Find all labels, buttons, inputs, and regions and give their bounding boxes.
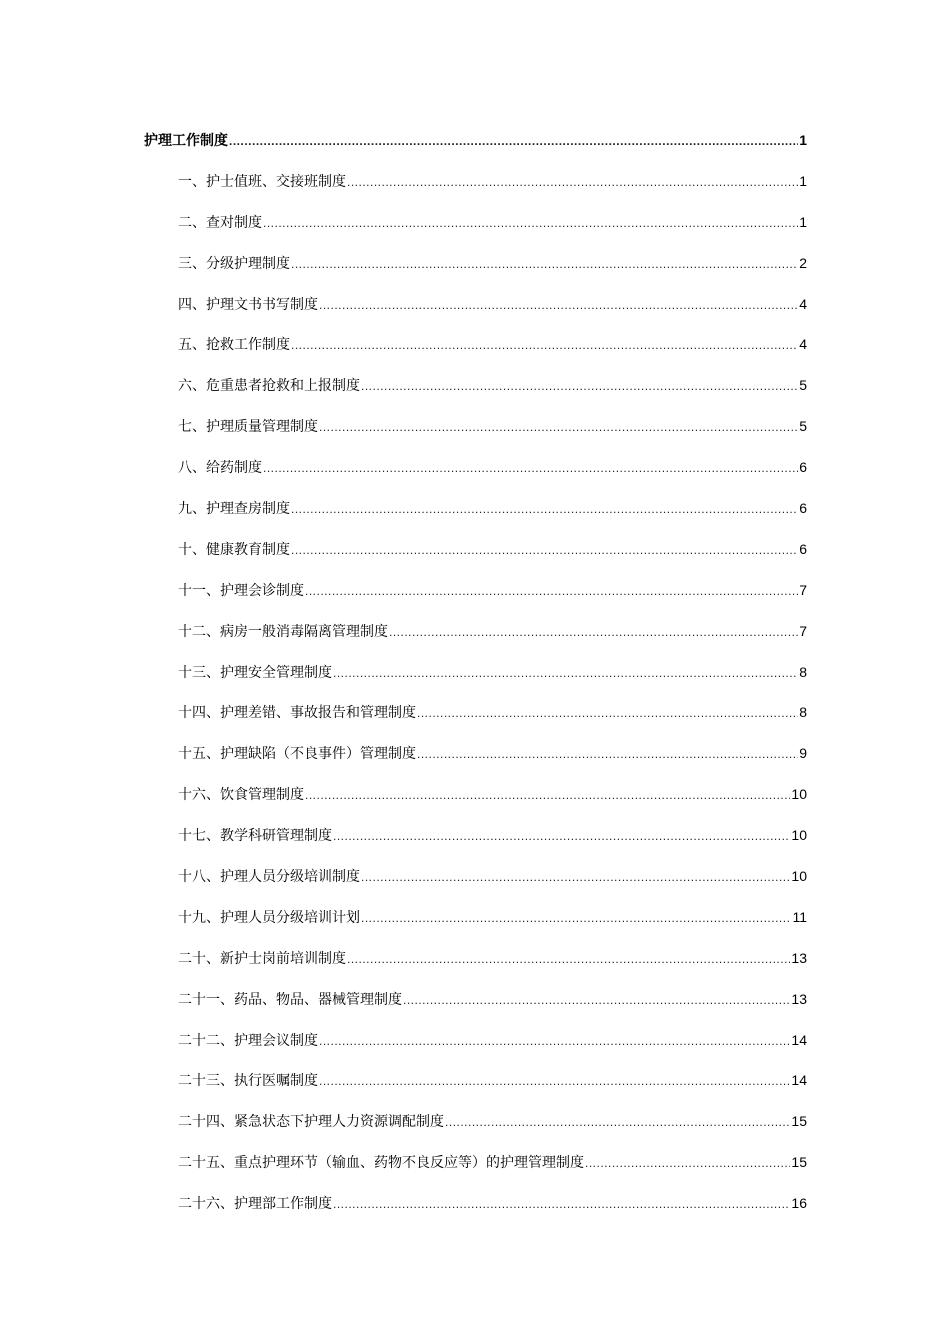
toc-entry-page: 11 xyxy=(792,908,807,925)
toc-dot-leader xyxy=(291,338,798,352)
toc-entry-page: 6 xyxy=(799,459,807,476)
toc-entry[interactable] xyxy=(144,328,807,369)
toc-entry-page: 10 xyxy=(791,786,807,803)
toc-entry-title: 三、分级护理制度 xyxy=(178,255,290,272)
toc-entry-page: 8 xyxy=(799,663,807,680)
toc-entry-title: 九、护理查房制度 xyxy=(178,501,290,518)
toc-dot-leader xyxy=(445,1115,790,1129)
toc-entry-title: 二十六、护理部工作制度 xyxy=(178,1196,332,1213)
toc-entry-page: 16 xyxy=(791,1195,807,1212)
toc-entry-page: 14 xyxy=(791,1031,807,1048)
toc-entry-title: 二十四、紧急状态下护理人力资源调配制度 xyxy=(178,1114,444,1131)
toc-dot-leader xyxy=(389,625,798,639)
toc-entry[interactable] xyxy=(144,206,807,247)
toc-entry[interactable] xyxy=(144,860,807,901)
toc-dot-leader xyxy=(333,666,798,680)
toc-entry[interactable] xyxy=(144,615,807,656)
toc-entry[interactable] xyxy=(144,942,807,983)
toc-entry-title: 十三、护理安全管理制度 xyxy=(178,664,332,681)
toc-entry-page: 4 xyxy=(799,336,807,353)
toc-entry-page: 6 xyxy=(799,500,807,517)
toc-entry-title: 七、护理质量管理制度 xyxy=(178,419,318,436)
toc-entry-page: 6 xyxy=(799,540,807,557)
toc-entry-page: 5 xyxy=(799,377,807,394)
toc-entry[interactable] xyxy=(144,656,807,697)
toc-entry[interactable] xyxy=(144,737,807,778)
toc-dot-leader xyxy=(305,788,790,802)
toc-dot-leader xyxy=(319,420,798,434)
toc-entry[interactable] xyxy=(144,492,807,533)
toc-entry-page: 7 xyxy=(799,622,807,639)
toc-entry-page: 9 xyxy=(799,745,807,762)
toc-dot-leader xyxy=(347,952,790,966)
toc-entry-title: 十四、护理差错、事故报告和管理制度 xyxy=(178,705,416,722)
toc-entry[interactable] xyxy=(144,451,807,492)
toc-dot-leader xyxy=(403,993,790,1007)
toc-entry[interactable] xyxy=(144,778,807,819)
toc-entry-title: 二十五、重点护理环节（输血、药物不良反应等）的护理管理制度 xyxy=(178,1155,584,1172)
toc-entry-page: 5 xyxy=(799,418,807,435)
toc-dot-leader xyxy=(417,706,798,720)
toc-entry[interactable] xyxy=(144,369,807,410)
toc-entry-page: 4 xyxy=(799,295,807,312)
toc-entry-title: 十七、教学科研管理制度 xyxy=(178,828,332,845)
toc-entry-page: 10 xyxy=(791,827,807,844)
toc-dot-leader xyxy=(263,461,798,475)
toc-entry[interactable] xyxy=(144,1146,807,1187)
toc-dot-leader xyxy=(585,1156,790,1170)
toc-dot-leader xyxy=(291,257,798,271)
table-of-contents xyxy=(144,124,807,1228)
toc-entry-page: 15 xyxy=(791,1154,807,1171)
toc-entry-title: 十六、饮食管理制度 xyxy=(178,787,304,804)
toc-entry-title: 四、护理文书书写制度 xyxy=(178,296,318,313)
toc-dot-leader xyxy=(291,543,798,557)
toc-entry-title: 六、危重患者抢救和上报制度 xyxy=(178,378,360,395)
toc-entry-title: 十一、护理会诊制度 xyxy=(178,582,304,599)
toc-dot-leader xyxy=(417,747,798,761)
toc-entry-title: 二十、新护士岗前培训制度 xyxy=(178,950,346,967)
toc-dot-leader xyxy=(305,584,798,598)
toc-heading-entry[interactable] xyxy=(144,124,807,165)
toc-entry[interactable] xyxy=(144,1105,807,1146)
toc-entry[interactable] xyxy=(144,247,807,288)
toc-dot-leader xyxy=(361,379,798,393)
toc-entry[interactable] xyxy=(144,410,807,451)
toc-dot-leader xyxy=(361,911,791,925)
toc-entry[interactable] xyxy=(144,165,807,206)
toc-entry-title: 五、抢救工作制度 xyxy=(178,337,290,354)
toc-dot-leader xyxy=(229,134,798,148)
toc-entry-page: 10 xyxy=(791,868,807,885)
toc-entry[interactable] xyxy=(144,288,807,329)
toc-entry-title: 十九、护理人员分级培训计划 xyxy=(178,909,360,926)
toc-entry-title: 十八、护理人员分级培训制度 xyxy=(178,869,360,886)
toc-entry-title: 二十三、执行医嘱制度 xyxy=(178,1073,318,1090)
toc-entry-title: 十、健康教育制度 xyxy=(178,541,290,558)
toc-entry-title: 十五、护理缺陷（不良事件）管理制度 xyxy=(178,746,416,763)
toc-entry[interactable] xyxy=(144,983,807,1024)
toc-entry[interactable] xyxy=(144,1024,807,1065)
toc-entry-title: 二十一、药品、物品、器械管理制度 xyxy=(178,991,402,1008)
toc-entry[interactable] xyxy=(144,901,807,942)
toc-entry-page: 1 xyxy=(799,213,807,230)
toc-dot-leader xyxy=(333,1197,790,1211)
toc-entry[interactable] xyxy=(144,696,807,737)
toc-entry-page: 14 xyxy=(791,1072,807,1089)
toc-entry-page: 7 xyxy=(799,581,807,598)
toc-entry-page: 15 xyxy=(791,1113,807,1130)
toc-entry-page: 2 xyxy=(799,254,807,271)
toc-entry-page: 13 xyxy=(791,990,807,1007)
toc-entry[interactable] xyxy=(144,1187,807,1228)
toc-entry-title: 十二、病房一般消毒隔离管理制度 xyxy=(178,623,388,640)
toc-dot-leader xyxy=(319,1034,790,1048)
toc-entry-title: 二十二、护理会议制度 xyxy=(178,1032,318,1049)
toc-entry-page: 8 xyxy=(799,704,807,721)
toc-entry[interactable] xyxy=(144,1064,807,1105)
toc-dot-leader xyxy=(319,1074,790,1088)
toc-heading-title: 护理工作制度 xyxy=(144,133,228,149)
toc-entry[interactable] xyxy=(144,533,807,574)
toc-entry-title: 八、给药制度 xyxy=(178,460,262,477)
toc-dot-leader xyxy=(347,175,798,189)
toc-entry-title: 二、查对制度 xyxy=(178,214,262,231)
toc-dot-leader xyxy=(333,829,790,843)
toc-entry[interactable] xyxy=(144,574,807,615)
toc-entry-title: 一、护士值班、交接班制度 xyxy=(178,173,346,190)
toc-entry-page: 1 xyxy=(799,172,807,189)
toc-dot-leader xyxy=(263,216,798,230)
toc-entry[interactable] xyxy=(144,819,807,860)
toc-dot-leader xyxy=(361,870,790,884)
toc-entry-page: 13 xyxy=(791,949,807,966)
toc-dot-leader xyxy=(319,298,798,312)
toc-dot-leader xyxy=(291,502,798,516)
toc-heading-page: 1 xyxy=(799,132,807,148)
